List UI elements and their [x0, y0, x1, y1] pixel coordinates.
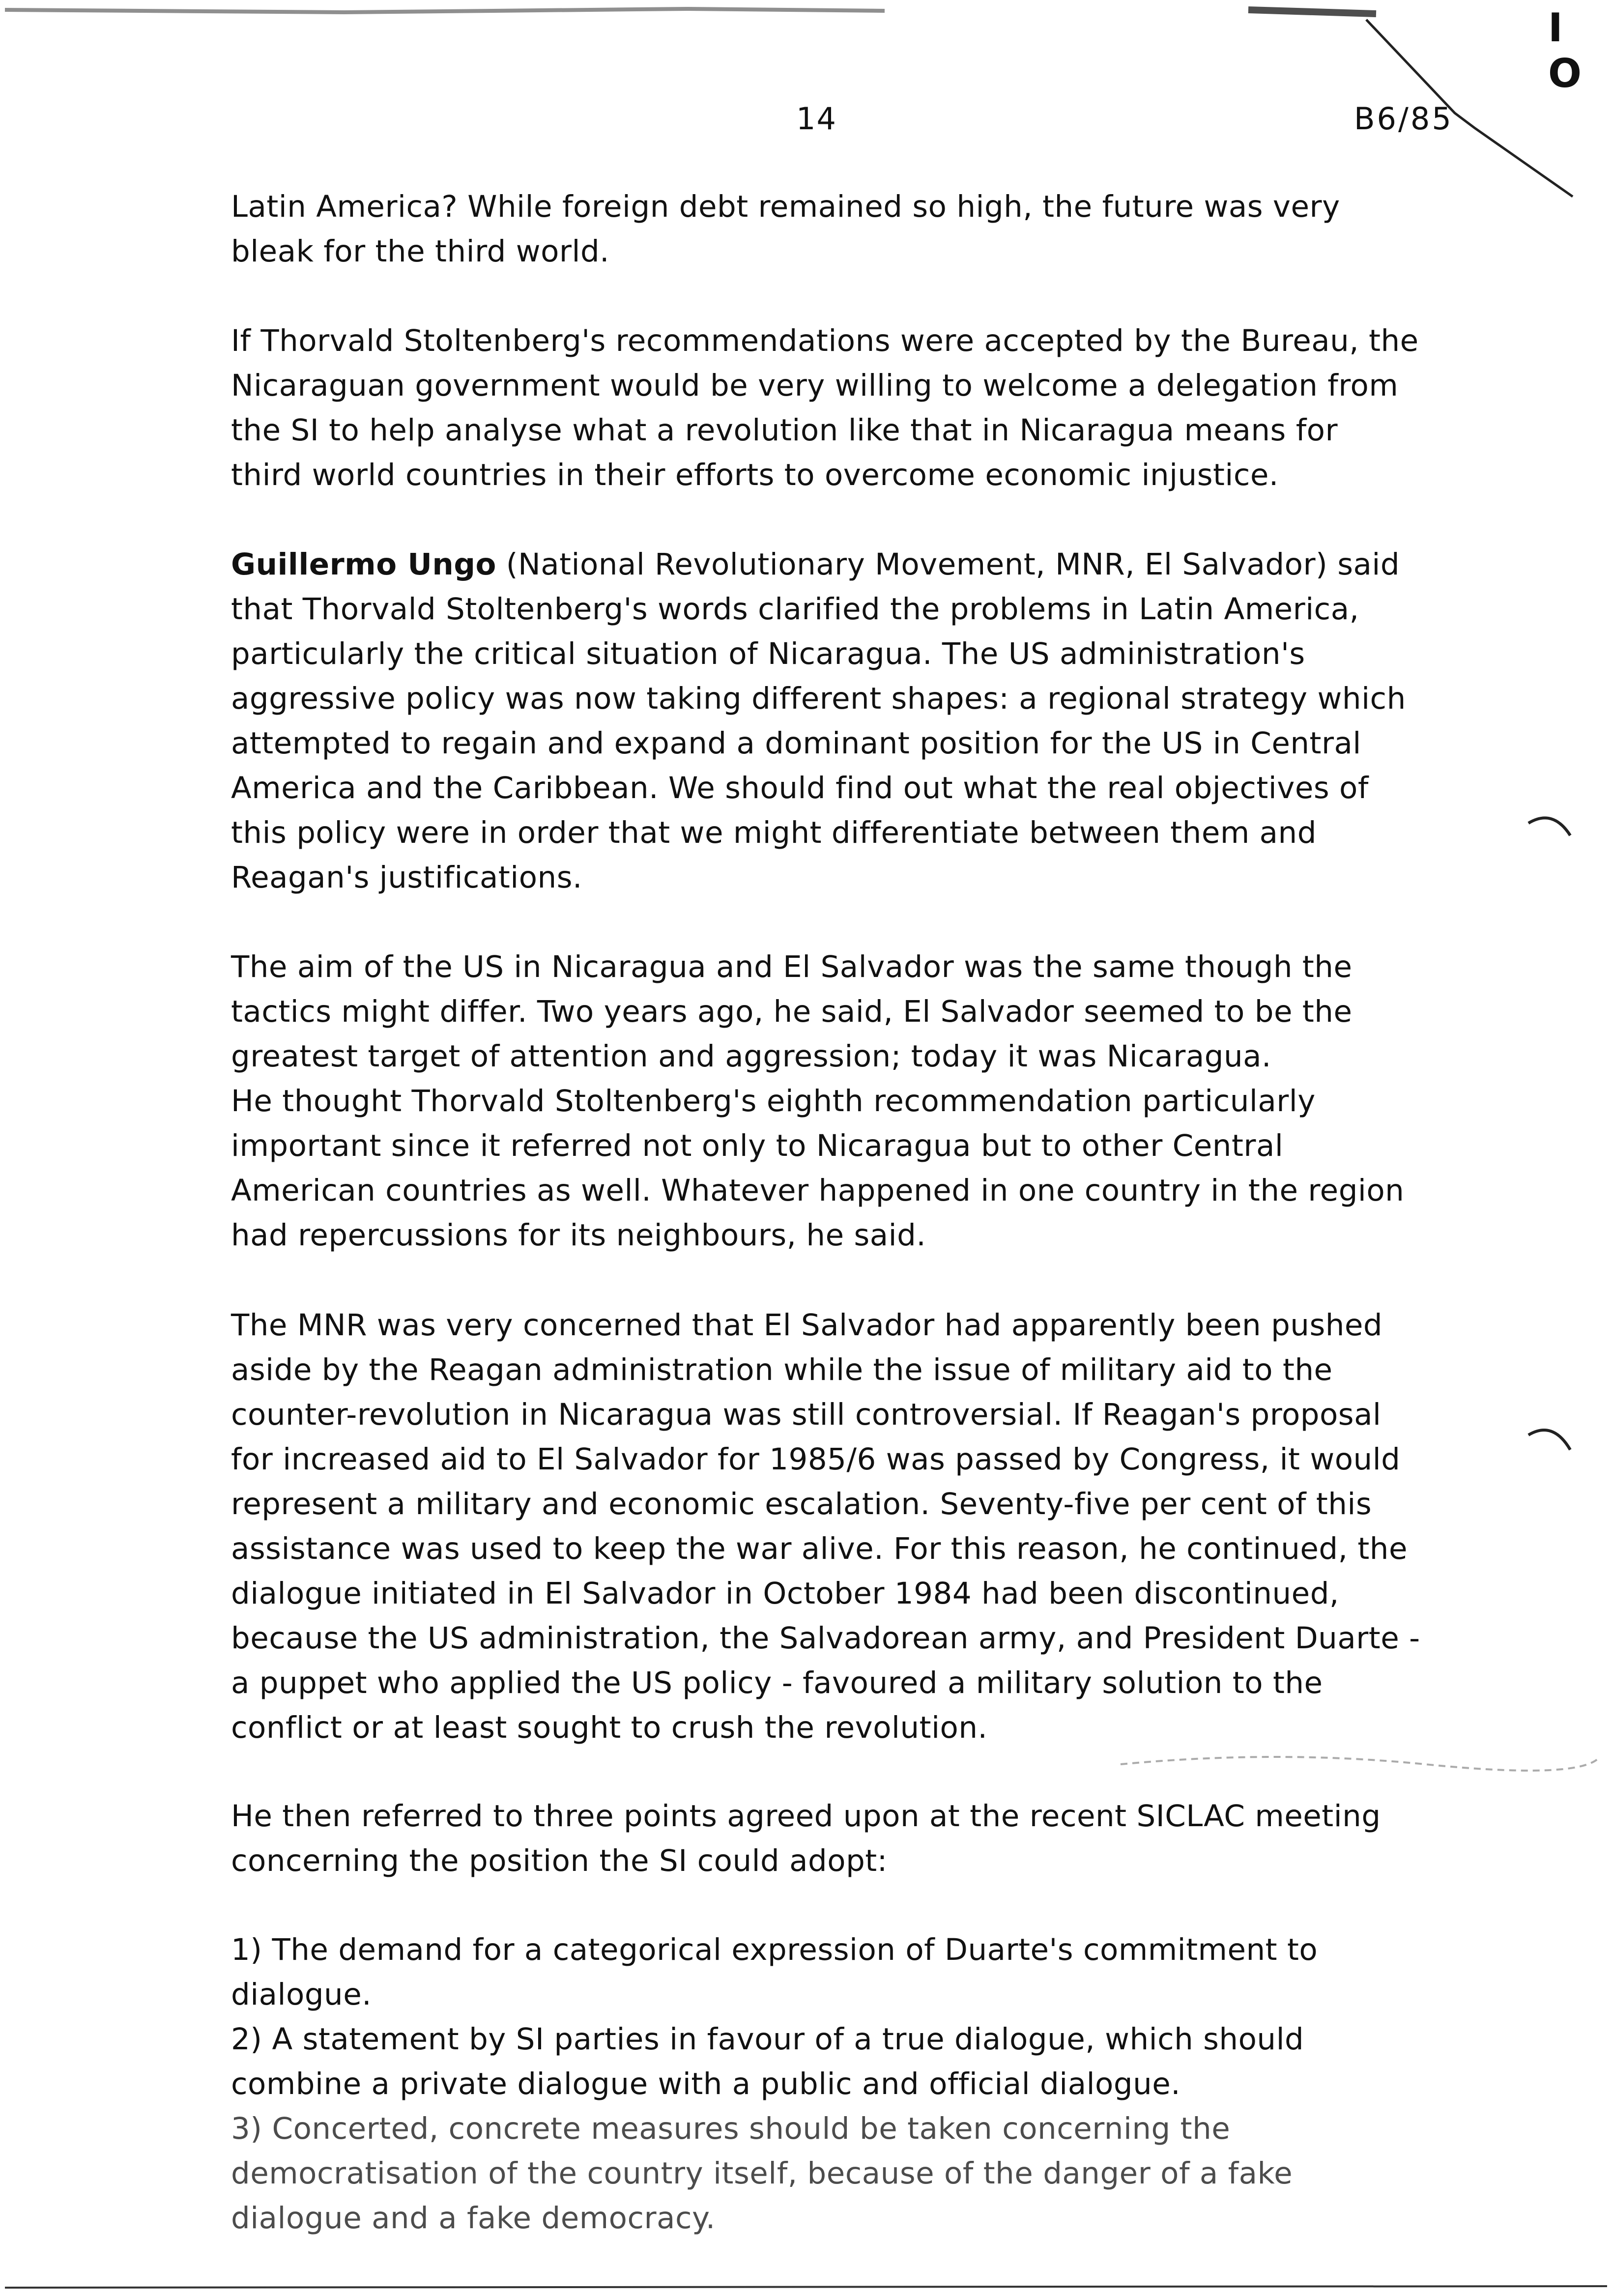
paragraph-1: Latin America? While foreign debt remained so high, the future was very bleak for the third world.	[231, 189, 1340, 269]
margin-bracket-1	[1528, 818, 1570, 835]
paragraph-6: He then referred to three points agreed upon at the recent SICLAC meeting concerning the position the SI could adopt:	[231, 1799, 1381, 1878]
bottom-edge	[5, 2286, 1607, 2288]
point-1: 1) The demand for a categorical expression of Duarte's commitment to dialogue.	[231, 1932, 1318, 2012]
smudge-near-meeting	[1121, 1757, 1597, 1771]
paragraph-3	[231, 542, 1435, 900]
corner-mark: I O	[1548, 5, 1587, 96]
paragraph-5: The MNR was very concerned that El Salvador had apparently been pushed aside by the Reagan administration while the issue of military aid to the counter-revolution in Nicaragua was still controversial. If Reagan's proposal for increased aid to El Salvador for 1985/6 was passed by Congress, it would represent a military and economic escalation. Seventy-five per cent of this assistance was used to keep the war alive. For this reason, he continued, the dialogue initiated in El Salvador in October 1984 had been discontinued, because the US administration, the Salvadorean army, and President Duarte - a puppet who applied the US policy - favoured a military solution to the conflict or at least sought to crush the revolution.	[231, 1308, 1420, 1745]
margin-bracket-2	[1528, 1430, 1570, 1450]
point-3: 3) Concerted, concrete measures should be taken concerning the democratisation of the country itself, because of the danger of a fake dialogue and a fake democracy.	[231, 2111, 1293, 2236]
page-number: 14	[796, 101, 837, 137]
speaker-name: Guillermo Ungo	[231, 547, 496, 582]
point-2: 2) A statement by SI parties in favour of a true dialogue, which should combine a private dialogue with a public and official dialogue.	[231, 2022, 1304, 2101]
top-edge-smudge	[5, 9, 885, 12]
paragraph-4: The aim of the US in Nicaragua and El Salvador was the same though the tactics might differ. Two years ago, he said, El Salvador seemed to be the greatest target of attention and aggression; today it was Nicaragua. He thought Thorvald Stoltenberg's eighth recommendation particularly important since it referred not only to Nicaragua but to other Central American countries as well. Whatever happened in one country in the region had repercussions for its neighbours, he said.	[231, 949, 1405, 1253]
document-reference: B6/85	[1354, 101, 1453, 137]
paragraph-3-body: (National Revolutionary Movement, MNR, El Salvador) said that Thorvald Stoltenberg's words clarified the problems in Latin America, particularly the critical situation of Nicaragua. The US administration's aggressive policy was now taking different shapes: a regional strategy which attempted to regain and expand a dominant position for the US in Central America and the Caribbean. We should find out what the real objectives of this policy were in order that we might differentiate between them and Reagan's justifications.	[231, 547, 1406, 895]
paragraph-2: If Thorvald Stoltenberg's recommendations were accepted by the Bureau, the Nicaraguan government would be very willing to welcome a delegation from the SI to help analyse what a revolution like that in Nicaragua means for third world countries in their efforts to overcome economic injustice.	[231, 323, 1419, 492]
top-right-smudge	[1248, 10, 1376, 14]
